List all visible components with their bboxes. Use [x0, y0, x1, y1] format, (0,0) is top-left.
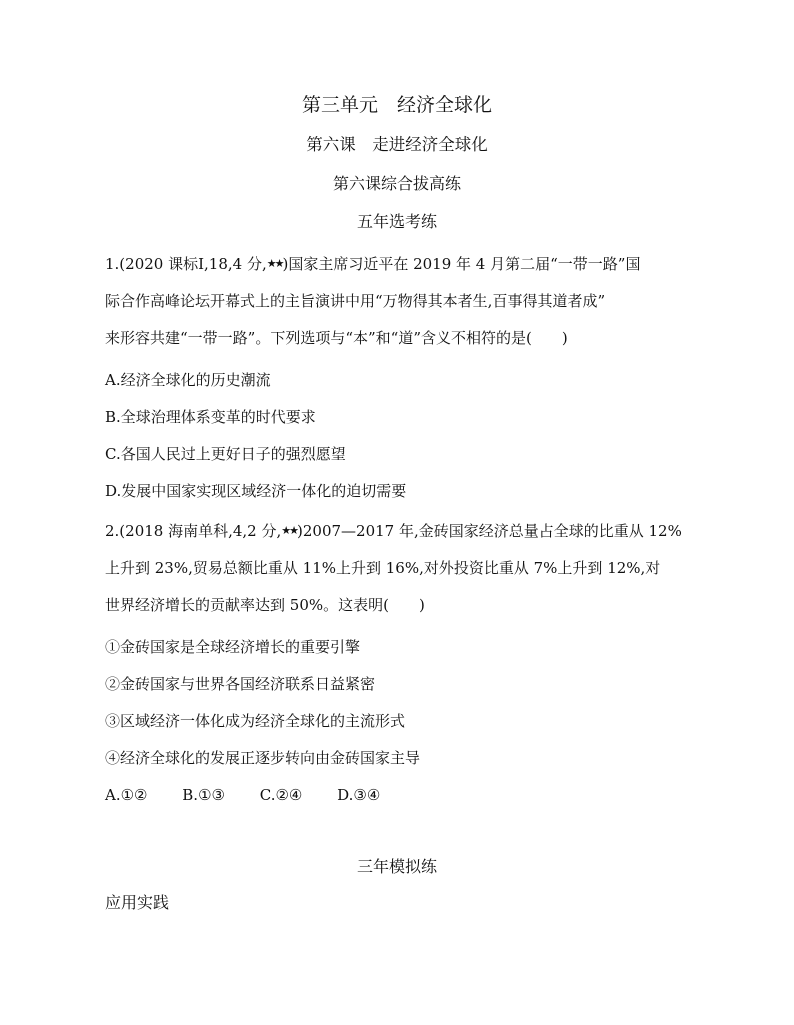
q1-line1 [105, 254, 640, 274]
q1-source: 1.(2020 课标Ⅰ,18,4 分, [105, 255, 267, 273]
q2-statement-4: ④经济全球化的发展正逐步转向由金砖国家主导 [105, 749, 421, 767]
q2-line1 [105, 521, 682, 541]
unit-title: 第三单元 经济全球化 [301, 94, 492, 116]
section-title: 第六课综合拔高练 [332, 174, 461, 193]
q2-choice-a: A.①② [105, 786, 148, 804]
q2-choices [105, 785, 410, 805]
q1-line2: 际合作高峰论坛开幕式上的主旨演讲中用“万物得其本者生,百事得其道者成” [105, 292, 606, 310]
q2-choice-b: B.①③ [182, 786, 225, 804]
q1-option-d: D.发展中国家实现区域经济一体化的迫切需要 [105, 482, 407, 500]
applied-practice-label: 应用实践 [105, 893, 170, 912]
lesson-title: 第六课 走进经济全球化 [306, 135, 488, 154]
q2-line2: 上升到 23%,贸易总额比重从 11%上升到 16%,对外投资比重从 7%上升到 12%,对 [105, 559, 661, 577]
q2-source: 2.(2018 海南单科,4,2 分, [105, 522, 282, 540]
difficulty-star-icon: ★★ [281, 524, 297, 537]
q2-line3: 世界经济增长的贡献率达到 50%。这表明( ) [105, 596, 425, 614]
q2-statement-1: ①金砖国家是全球经济增长的重要引擎 [105, 638, 361, 656]
q1-stem-line1: )国家主席习近平在 2019 年 4 月第二届“一带一路”国 [282, 255, 641, 273]
five-year-title: 五年选考练 [356, 212, 437, 231]
q2-statement-3: ③区域经济一体化成为经济全球化的主流形式 [105, 712, 406, 730]
q1-option-a: A.经济全球化的历史潮流 [105, 371, 271, 389]
q2-choice-d: D.③④ [337, 786, 381, 804]
three-year-title: 三年模拟练 [356, 857, 437, 876]
q1-option-c: C.各国人民过上更好日子的强烈愿望 [105, 445, 346, 463]
q2-choice-c: C.②④ [259, 786, 303, 804]
difficulty-star-icon: ★★ [266, 257, 283, 270]
q2-stem-line1: )2007—2017 年,金砖国家经济总量占全球的比重从 12% [297, 522, 682, 540]
q1-option-b: B.全球治理体系变革的时代要求 [105, 408, 316, 426]
q2-statement-2: ②金砖国家与世界各国经济联系日益紧密 [105, 675, 376, 693]
q1-line3: 来形容共建“一带一路”。下列选项与“本”和“道”含义不相符的是( ) [105, 329, 568, 347]
